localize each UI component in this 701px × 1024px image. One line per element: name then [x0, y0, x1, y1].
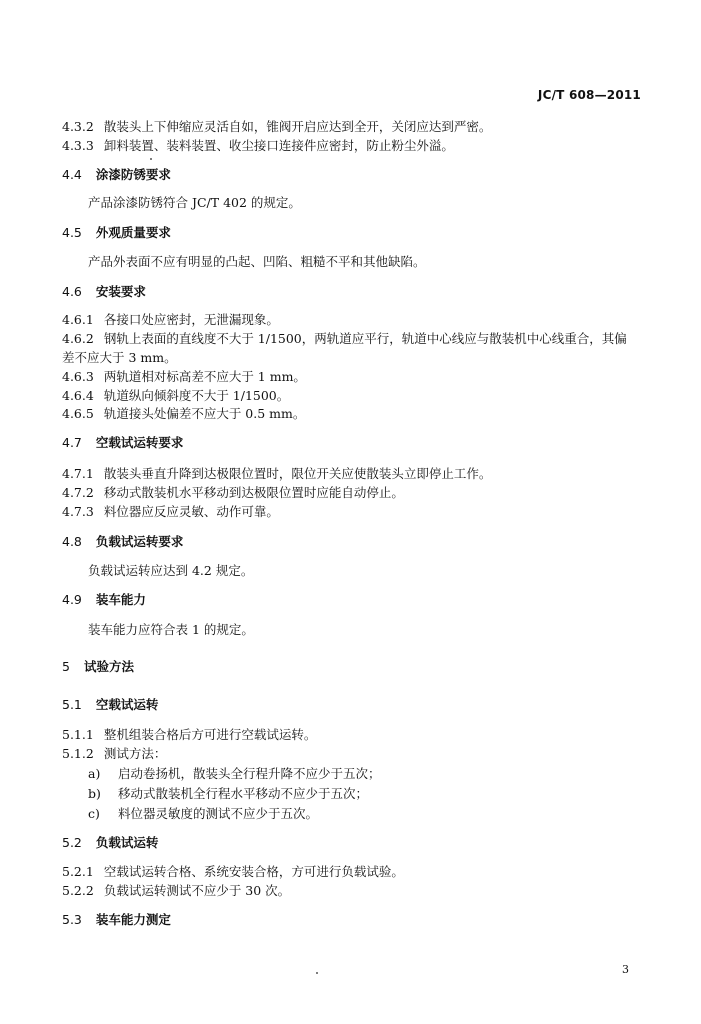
clause-text: 散装头垂直升降到达极限位置时，限位开关应使散装头立即停止工作。 [103, 466, 492, 481]
heading-text: 安装要求 [95, 284, 146, 299]
heading-4-7 [62, 435, 641, 451]
clause-number: 4.6.2 [62, 331, 94, 346]
heading-4-6 [62, 284, 641, 300]
clause-number: 4.7.3 [62, 504, 94, 519]
clause-4-6-5 [62, 406, 641, 422]
clause-text: 负载试运转测试不应少于 30 次。 [103, 883, 291, 898]
clause-4-6-4 [62, 388, 641, 404]
clause-4-6-3 [62, 369, 641, 385]
heading-number: 4.4 [62, 167, 82, 182]
clause-4-7-2 [62, 485, 641, 501]
clause-number: 4.3.2 [62, 119, 94, 134]
clause-text: 整机组装合格后方可进行空载试运转。 [103, 727, 317, 742]
heading-text: 空载试运转要求 [95, 435, 184, 450]
clause-number: 4.7.1 [62, 466, 94, 481]
heading-5-2 [62, 835, 641, 851]
heading-text: 试验方法 [83, 659, 134, 674]
heading-number: 4.7 [62, 435, 82, 450]
clause-text: 料位器应反应灵敏、动作可靠。 [103, 504, 279, 519]
list-marker: a) [88, 766, 101, 781]
clause-5-1-2 [62, 746, 641, 762]
paragraph-4-8: 负载试运转应达到 4.2 规定。 [88, 563, 254, 578]
heading-text: 负载试运转要求 [95, 534, 184, 549]
clause-5-2-2 [62, 883, 641, 899]
clause-text: 空载试运转合格、系统安装合格，方可进行负载试验。 [103, 864, 404, 879]
clause-text: 轨道接头处偏差不应大于 0.5 mm。 [103, 406, 306, 421]
clause-number: 4.6.3 [62, 369, 94, 384]
clause-number: 5.2.2 [62, 883, 94, 898]
list-item-a [88, 766, 641, 782]
paragraph-4-5: 产品外表面不应有明显的凸起、凹陷、粗糙不平和其他缺陷。 [88, 254, 426, 269]
heading-4-4 [62, 167, 641, 183]
clause-text: 卸料装置、装料装置、收尘接口连接件应密封，防止粉尘外溢。 [103, 138, 454, 153]
heading-number: 5.3 [62, 912, 82, 927]
heading-text: 负载试运转 [95, 835, 159, 850]
clause-4-6-2-continuation: 差不应大于 3 mm。 [62, 350, 177, 365]
heading-text: 空载试运转 [95, 697, 159, 712]
heading-number: 4.6 [62, 284, 82, 299]
clause-5-1-1 [62, 727, 641, 743]
clause-text: 两轨道相对标高差不应大于 1 mm。 [103, 369, 306, 384]
heading-number: 5.2 [62, 835, 82, 850]
clause-number: 5.1.1 [62, 727, 94, 742]
standard-code: JC/T 608—2011 [537, 88, 641, 102]
heading-number: 4.9 [62, 592, 82, 607]
heading-4-8 [62, 534, 641, 550]
heading-5-1 [62, 697, 641, 713]
clause-number: 4.7.2 [62, 485, 94, 500]
clause-number: 4.6.5 [62, 406, 94, 421]
clause-number: 4.6.4 [62, 388, 94, 403]
clause-4-6-2 [62, 331, 641, 347]
clause-4-3-2 [62, 119, 641, 135]
clause-text: 移动式散装机水平移动到达极限位置时应能自动停止。 [103, 485, 404, 500]
clause-number: 4.3.3 [62, 138, 94, 153]
list-item-c [88, 806, 641, 822]
clause-text: 钢轨上表面的直线度不大于 1/1500，两轨道应平行，轨道中心线应与散装机中心线重合，其偏 [103, 331, 627, 346]
heading-text: 涂漆防锈要求 [95, 167, 171, 182]
heading-5-3 [62, 912, 641, 928]
heading-4-9 [62, 592, 641, 608]
heading-number: 5.1 [62, 697, 82, 712]
clause-4-7-3 [62, 504, 641, 520]
clause-text: 轨道纵向倾斜度不大于 1/1500。 [103, 388, 290, 403]
paragraph-4-4: 产品涂漆防锈符合 JC/T 402 的规定。 [88, 195, 301, 210]
scan-speck [150, 158, 152, 160]
clause-text: 散装头上下伸缩应灵活自如，锥阀开启应达到全开，关闭应达到严密。 [103, 119, 492, 134]
heading-text: 装车能力 [95, 592, 146, 607]
heading-text: 装车能力测定 [95, 912, 171, 927]
clause-text: 测试方法： [103, 746, 167, 761]
page-number: 3 [622, 963, 629, 976]
heading-number: 4.8 [62, 534, 82, 549]
clause-number: 4.6.1 [62, 312, 94, 327]
list-marker: b) [88, 786, 101, 801]
list-text: 移动式散装机全行程水平移动不应少于五次； [118, 786, 369, 801]
heading-text: 外观质量要求 [95, 225, 171, 240]
list-text: 启动卷扬机，散装头全行程升降不应少于五次； [118, 766, 381, 781]
clause-number: 5.2.1 [62, 864, 94, 879]
heading-number: 5 [62, 659, 70, 674]
clause-number: 5.1.2 [62, 746, 94, 761]
list-text: 料位器灵敏度的测试不应少于五次。 [118, 806, 319, 821]
clause-4-7-1 [62, 466, 641, 482]
list-marker: c) [88, 806, 100, 821]
scan-speck [316, 972, 318, 974]
heading-number: 4.5 [62, 225, 82, 240]
clause-4-6-1 [62, 312, 641, 328]
heading-4-5 [62, 225, 641, 241]
clause-4-3-3 [62, 138, 641, 154]
heading-5 [62, 659, 641, 675]
paragraph-4-9: 装车能力应符合表 1 的规定。 [88, 622, 254, 637]
clause-text: 各接口处应密封，无泄漏现象。 [103, 312, 279, 327]
list-item-b [88, 786, 641, 802]
clause-5-2-1 [62, 864, 641, 880]
